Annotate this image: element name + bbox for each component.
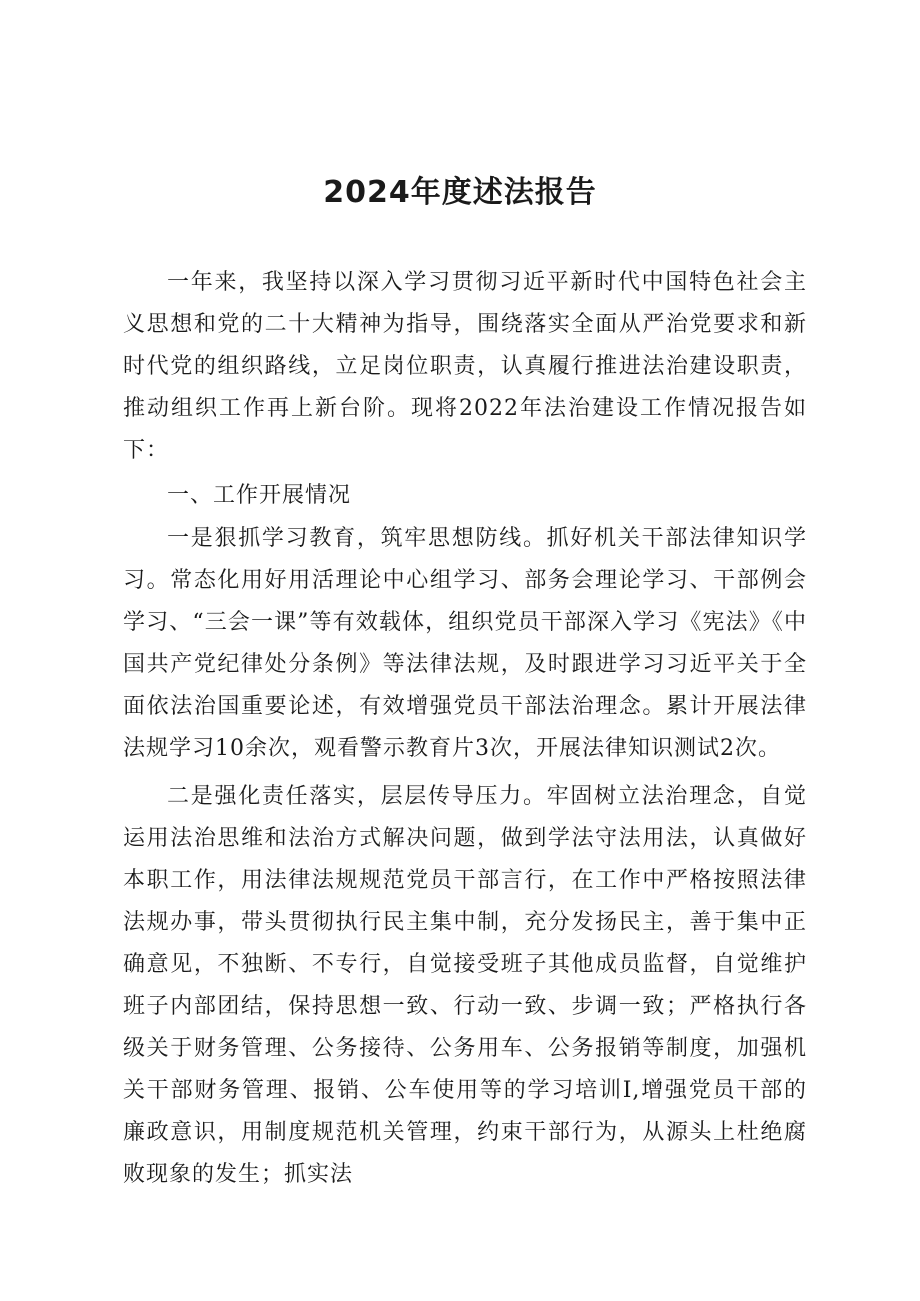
document-body [123, 262, 807, 1196]
intro-paragraph: 一年来，我坚持以深入学习贯彻习近平新时代中国特色社会主义思想和党的二十大精神为指导，围绕落实全面从严治党要求和新时代党的组织路线，立足岗位职责，认真履行推进法治建设职责，推动组织工作再上新台阶。现将2022年法治建设工作情况报告如下： [123, 270, 807, 463]
paragraph-responsibility: 二是强化责任落实，层层传导压力。牢固树立法治理念，自觉运用法治思维和法治方式解决问题，做到学法守法用法，认真做好本职工作，用法律法规规范党员干部言行，在工作中严格按照法律法规办事，带头贯彻执行民主集中制，充分发扬民主，善于集中正确意见，不独断、不专行，自觉接受班子其他成员监督，自觉维护班子内部团结，保持思想一致、行动一致、步调一致；严格执行各级关于财务管理、公务接待、公务用车、公务报销等制度，加强机关干部财务管理、报销、公车使用等的学习培训I,增强党员干部的廉政意识，用制度规范机关管理，约束干部行为，从源头上杜绝腐败现象的发生；抓实法 [123, 784, 807, 1187]
page-title: 2024年度述法报告 [323, 175, 597, 210]
section-heading: 一、工作开展情况 [167, 483, 352, 508]
paragraph-study-education: 一是狠抓学习教育，筑牢思想防线。抓好机关干部法律知识学习。常态化用好用活理论中心组学习、部务会理论学习、干部例会学习、“三会一课”等有效载体，组织党员干部深入学习《宪法》《中国共产党纪律处分条例》等法律法规，及时跟进学习习近平关于全面依法治国重要论述，有效增强党员干部法治理念。累计开展法律法规学习10余次，观看警示教育片3次，开展法律知识测试2次。 [123, 526, 807, 761]
